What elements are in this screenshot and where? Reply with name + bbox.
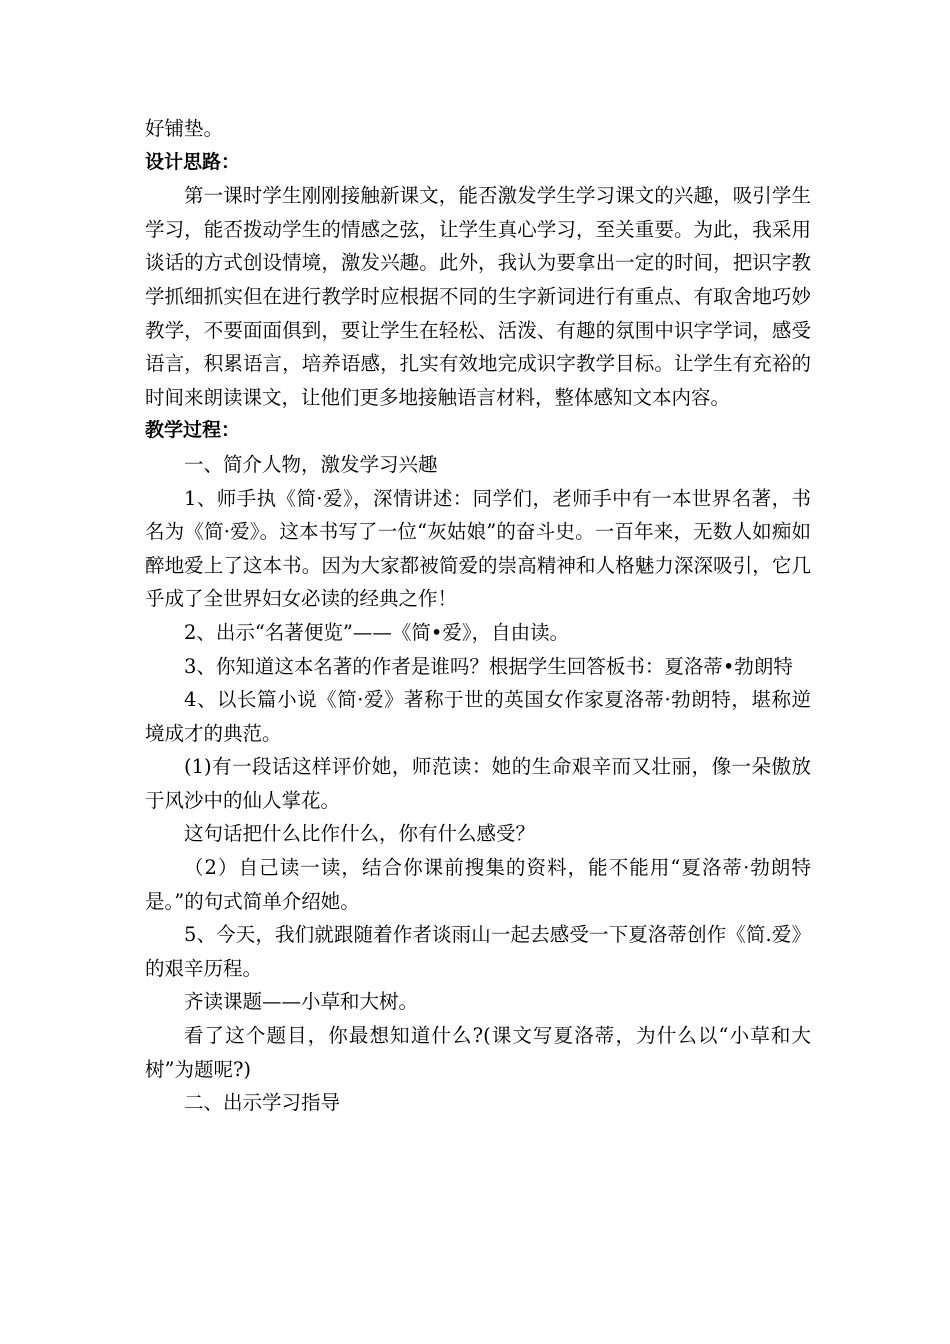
paragraph-title-question: 看了这个题目，你最想知道什么?(课文写夏洛蒂，为什么以“小草和大树”为题呢?) [145, 1024, 811, 1081]
paragraph-intro-tail: 好铺垫。 [145, 117, 224, 140]
paragraph-step-4-1: (1)有一段话这样评价她，师范读：她的生命艰辛而又壮丽，像一朵傲放于风沙中的仙人掌花。 [145, 755, 811, 812]
paragraph-step-4-2: （2）自己读一读，结合你课前搜集的资料，能不能用“夏洛蒂·勃朗特是。”的句式简单介绍她。 [145, 856, 811, 913]
paragraph-question: 这句话把什么比作什么，你有什么感受？ [184, 822, 536, 846]
paragraph-step-5: 5、今天，我们就跟随着作者谈雨山一起去感受一下夏洛蒂创作《简.爱》的艰辛历程。 [145, 923, 811, 980]
document-page [145, 112, 811, 1120]
paragraph-design-idea: 第一课时学生刚刚接触新课文，能否激发学生学习课文的兴趣，吸引学生学习，能否拨动学生的情感之弦，让学生真心学习，至关重要。为此，我采用谈话的方式创设情境，激发兴趣。此外，我认为要拿出一定的时间，把识字教学抓细抓实但在进行教学时应根据不同的生字新词进行有重点、有取舍地巧妙教学，不要面面俱到，要让学生在轻松、活泼、有趣的氛围中识字学词，感受语言，积累语言，培养语感，扎实有效地完成识字教学目标。让学生有充裕的时间来朗读课文，让他们更多地接触语言材料，整体感知文本内容。 [145, 184, 811, 409]
paragraph-read-title: 齐读课题——小草和大树。 [184, 990, 419, 1014]
heading-teaching-process: 教学过程： [145, 419, 241, 442]
paragraph-step-3: 3、你知道这本名著的作者是谁吗？根据学生回答板书：夏洛蒂•勃朗特 [184, 654, 793, 678]
paragraph-step-2: 2、出示“名著便览”——《简•爱》，自由读。 [184, 620, 570, 644]
paragraph-step-4: 4、以长篇小说《简·爱》著称于世的英国女作家夏洛蒂·勃朗特，堪称逆境成才的典范。 [145, 688, 811, 745]
section-one-title: 一、简介人物，激发学习兴趣 [184, 452, 438, 476]
section-two-title: 二、出示学习指导 [184, 1091, 341, 1115]
paragraph-step-1: 1、师手执《简·爱》，深情讲述：同学们，老师手中有一本世界名著，书名为《简·爱》。这本书写了一位“灰姑娘”的奋斗史。一百年来，无数人如痴如醉地爱上了这本书。因为大家都被简爱的崇高精神和人格魅力深深吸引，它几乎成了全世界妇女必读的经典之作！ [145, 486, 811, 611]
heading-design-idea: 设计思路： [145, 150, 241, 173]
